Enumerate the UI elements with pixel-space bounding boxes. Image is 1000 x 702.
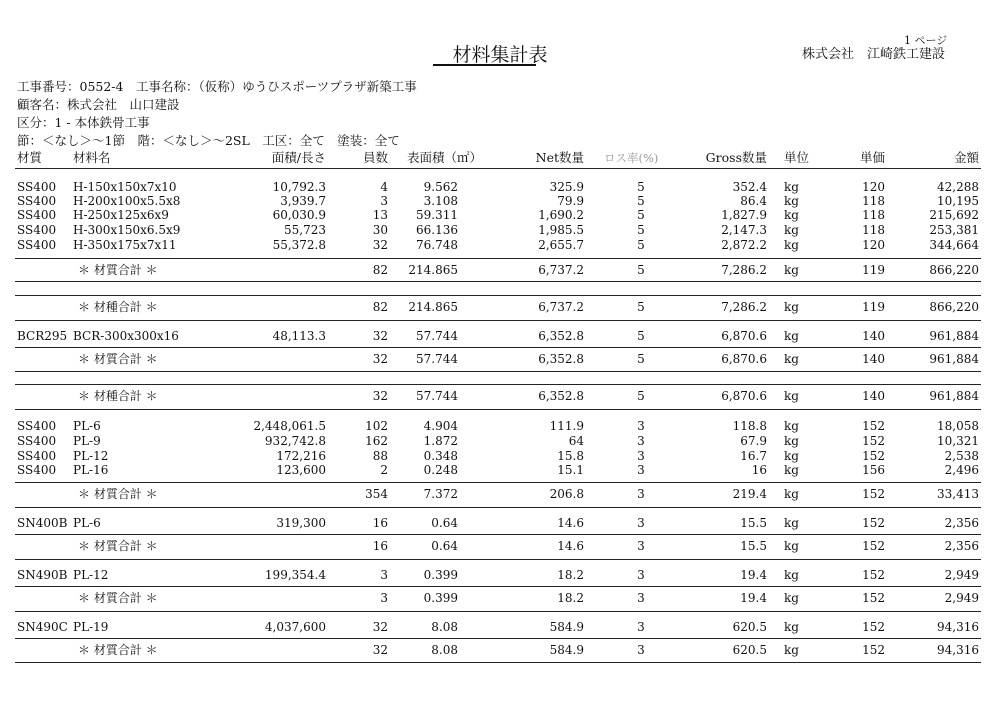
cell-name: H-200x100x5.5x8 bbox=[73, 194, 181, 208]
cell-unit: kg bbox=[784, 516, 799, 530]
col-gross: Gross数量 bbox=[705, 150, 767, 165]
cell-gross: 352.4 bbox=[732, 180, 767, 194]
cell-name: ＊ 材質合計 ＊ bbox=[78, 487, 158, 501]
cell-count: 354 bbox=[365, 487, 388, 501]
cell-count: 32 bbox=[372, 389, 388, 403]
cell-name: PL-9 bbox=[73, 434, 101, 448]
cell-material: SS400 bbox=[17, 208, 57, 222]
cell-name: ＊ 材質合計 ＊ bbox=[78, 352, 158, 366]
cell-unit: kg bbox=[784, 568, 799, 582]
cell-price: 152 bbox=[862, 620, 885, 634]
cell-unit: kg bbox=[784, 419, 799, 433]
table-row bbox=[0, 419, 1000, 433]
cell-material: SS400 bbox=[17, 194, 57, 208]
cell-area: 55,723 bbox=[284, 223, 326, 237]
cell-count: 2 bbox=[380, 463, 388, 477]
cell-count: 32 bbox=[372, 329, 388, 343]
table-row bbox=[0, 516, 1000, 530]
cell-material: SN490B bbox=[17, 568, 68, 582]
cell-area: 10,792.3 bbox=[272, 180, 326, 194]
cell-price: 152 bbox=[862, 539, 885, 553]
cell-loss: 5 bbox=[637, 223, 645, 237]
cell-count: 3 bbox=[380, 591, 388, 605]
cell-gross: 620.5 bbox=[732, 643, 767, 657]
cell-gross: 16 bbox=[751, 463, 767, 477]
cell-surface: 0.64 bbox=[431, 516, 458, 530]
cell-name: ＊ 材質合計 ＊ bbox=[78, 263, 158, 277]
cell-surface: 57.744 bbox=[416, 352, 458, 366]
cell-count: 32 bbox=[372, 352, 388, 366]
cell-net: 6,352.8 bbox=[538, 352, 584, 366]
cell-net: 79.9 bbox=[557, 194, 584, 208]
subtotal-row bbox=[0, 389, 1000, 403]
cell-count: 82 bbox=[372, 300, 388, 314]
cell-net: 1,985.5 bbox=[538, 223, 584, 237]
cell-net: 18.2 bbox=[557, 568, 584, 582]
table-row bbox=[0, 568, 1000, 582]
cell-name: PL-12 bbox=[73, 449, 109, 463]
cell-amount: 961,884 bbox=[929, 389, 979, 403]
divider bbox=[15, 586, 981, 587]
cell-price: 152 bbox=[862, 516, 885, 530]
col-amount: 金額 bbox=[953, 150, 979, 165]
cell-loss: 3 bbox=[637, 643, 645, 657]
cell-gross: 2,147.3 bbox=[721, 223, 767, 237]
divider bbox=[15, 281, 981, 282]
subtotal-row bbox=[0, 539, 1000, 553]
project-info: 工事番号：0552-4 工事名称：（仮称）ゆうひスポーツプラザ新築工事 bbox=[17, 79, 417, 94]
cell-gross: 118.8 bbox=[732, 419, 767, 433]
subtotal-row bbox=[0, 263, 1000, 277]
cell-surface: 59.311 bbox=[416, 208, 458, 222]
cell-unit: kg bbox=[784, 352, 799, 366]
cell-price: 152 bbox=[862, 449, 885, 463]
cell-loss: 3 bbox=[637, 449, 645, 463]
col-material: 材質 bbox=[17, 150, 43, 165]
cell-count: 32 bbox=[372, 238, 388, 252]
cell-gross: 86.4 bbox=[740, 194, 767, 208]
cell-surface: 57.744 bbox=[416, 329, 458, 343]
col-name: 材料名 bbox=[73, 150, 111, 165]
divider bbox=[15, 507, 981, 508]
cell-count: 32 bbox=[372, 620, 388, 634]
cell-material: SN400B bbox=[17, 516, 68, 530]
cell-loss: 5 bbox=[637, 329, 645, 343]
cell-price: 118 bbox=[862, 208, 885, 222]
category-info: 区分：1 - 本体鉄骨工事 bbox=[17, 115, 150, 130]
cell-amount: 2,949 bbox=[944, 591, 979, 605]
cell-unit: kg bbox=[784, 463, 799, 477]
cell-loss: 5 bbox=[637, 194, 645, 208]
cell-material: SN490C bbox=[17, 620, 68, 634]
cell-surface: 214.865 bbox=[408, 300, 458, 314]
cell-count: 3 bbox=[380, 194, 388, 208]
cell-surface: 66.136 bbox=[416, 223, 458, 237]
cell-area: 2,448,061.5 bbox=[253, 419, 326, 433]
subtotal-row bbox=[0, 591, 1000, 605]
divider bbox=[15, 258, 981, 259]
cell-gross: 7,286.2 bbox=[721, 263, 767, 277]
cell-name: ＊ 材質合計 ＊ bbox=[78, 591, 158, 605]
cell-surface: 76.748 bbox=[416, 238, 458, 252]
cell-net: 15.1 bbox=[557, 463, 584, 477]
cell-unit: kg bbox=[784, 591, 799, 605]
cell-unit: kg bbox=[784, 539, 799, 553]
cell-amount: 94,316 bbox=[937, 620, 979, 634]
table-row bbox=[0, 238, 1000, 252]
cell-count: 82 bbox=[372, 263, 388, 277]
divider bbox=[15, 534, 981, 535]
cell-net: 206.8 bbox=[549, 487, 584, 501]
cell-area: 199,354.4 bbox=[264, 568, 326, 582]
cell-name: ＊ 材種合計 ＊ bbox=[78, 389, 158, 403]
cell-price: 120 bbox=[862, 180, 885, 194]
cell-unit: kg bbox=[784, 180, 799, 194]
cell-area: 172,216 bbox=[276, 449, 326, 463]
cell-gross: 19.4 bbox=[740, 568, 767, 582]
table-row bbox=[0, 463, 1000, 477]
cell-count: 102 bbox=[365, 419, 388, 433]
cell-surface: 0.64 bbox=[431, 539, 458, 553]
cell-gross: 15.5 bbox=[740, 539, 767, 553]
cell-unit: kg bbox=[784, 300, 799, 314]
cell-net: 325.9 bbox=[549, 180, 584, 194]
cell-net: 1,690.2 bbox=[538, 208, 584, 222]
cell-loss: 5 bbox=[637, 389, 645, 403]
cell-name: H-300x150x6.5x9 bbox=[73, 223, 181, 237]
cell-loss: 3 bbox=[637, 487, 645, 501]
cell-unit: kg bbox=[784, 223, 799, 237]
cell-loss: 3 bbox=[637, 434, 645, 448]
page-number: 1 ページ bbox=[904, 34, 948, 47]
cell-loss: 5 bbox=[637, 208, 645, 222]
table-row bbox=[0, 194, 1000, 208]
table-row bbox=[0, 434, 1000, 448]
table-row bbox=[0, 329, 1000, 343]
cell-count: 4 bbox=[380, 180, 388, 194]
cell-price: 152 bbox=[862, 643, 885, 657]
cell-amount: 2,949 bbox=[944, 568, 979, 582]
cell-unit: kg bbox=[784, 238, 799, 252]
cell-amount: 215,692 bbox=[929, 208, 979, 222]
cell-area: 55,372.8 bbox=[272, 238, 326, 252]
col-count: 員数 bbox=[362, 150, 388, 165]
cell-price: 120 bbox=[862, 238, 885, 252]
cell-name: ＊ 材種合計 ＊ bbox=[78, 300, 158, 314]
cell-name: PL-6 bbox=[73, 516, 101, 530]
cell-amount: 42,288 bbox=[937, 180, 979, 194]
subtotal-row bbox=[0, 300, 1000, 314]
cell-net: 584.9 bbox=[549, 620, 584, 634]
cell-surface: 0.399 bbox=[423, 568, 458, 582]
cell-count: 16 bbox=[372, 516, 388, 530]
cell-loss: 3 bbox=[637, 568, 645, 582]
cell-surface: 1.872 bbox=[423, 434, 458, 448]
cell-surface: 7.372 bbox=[423, 487, 458, 501]
cell-gross: 15.5 bbox=[740, 516, 767, 530]
cell-amount: 94,316 bbox=[937, 643, 979, 657]
cell-amount: 344,664 bbox=[929, 238, 979, 252]
cell-amount: 2,538 bbox=[944, 449, 979, 463]
cell-name: PL-6 bbox=[73, 419, 101, 433]
divider bbox=[15, 347, 981, 348]
cell-loss: 5 bbox=[637, 238, 645, 252]
cell-name: H-150x150x7x10 bbox=[73, 180, 177, 194]
cell-name: H-250x125x6x9 bbox=[73, 208, 169, 222]
table-row bbox=[0, 449, 1000, 463]
cell-gross: 219.4 bbox=[732, 487, 767, 501]
divider bbox=[15, 559, 981, 560]
cell-gross: 2,872.2 bbox=[721, 238, 767, 252]
cell-surface: 8.08 bbox=[431, 643, 458, 657]
divider bbox=[15, 320, 981, 321]
cell-amount: 2,356 bbox=[944, 516, 979, 530]
cell-name: PL-12 bbox=[73, 568, 109, 582]
subtotal-row bbox=[0, 352, 1000, 366]
cell-loss: 5 bbox=[637, 352, 645, 366]
divider bbox=[15, 482, 981, 483]
divider bbox=[15, 384, 981, 385]
col-net: Net数量 bbox=[535, 150, 584, 165]
cell-amount: 33,413 bbox=[937, 487, 979, 501]
cell-surface: 9.562 bbox=[423, 180, 458, 194]
column-header-row bbox=[0, 151, 1000, 165]
title-underline bbox=[433, 64, 536, 66]
cell-price: 152 bbox=[862, 591, 885, 605]
cell-amount: 961,884 bbox=[929, 329, 979, 343]
divider bbox=[15, 409, 981, 410]
cell-area: 4,037,600 bbox=[264, 620, 326, 634]
cell-loss: 5 bbox=[637, 300, 645, 314]
cell-material: SS400 bbox=[17, 180, 57, 194]
cell-price: 156 bbox=[862, 463, 885, 477]
cell-area: 123,600 bbox=[276, 463, 326, 477]
cell-amount: 866,220 bbox=[929, 300, 979, 314]
cell-amount: 2,356 bbox=[944, 539, 979, 553]
cell-unit: kg bbox=[784, 487, 799, 501]
cell-surface: 0.248 bbox=[423, 463, 458, 477]
cell-surface: 214.865 bbox=[408, 263, 458, 277]
cell-area: 932,742.8 bbox=[264, 434, 326, 448]
cell-price: 118 bbox=[862, 194, 885, 208]
company-name: 株式会社 江崎鉄工建設 bbox=[802, 47, 946, 62]
cell-price: 152 bbox=[862, 568, 885, 582]
cell-price: 118 bbox=[862, 223, 885, 237]
table-row bbox=[0, 180, 1000, 194]
cell-net: 15.8 bbox=[557, 449, 584, 463]
cell-gross: 6,870.6 bbox=[721, 329, 767, 343]
cell-material: SS400 bbox=[17, 223, 57, 237]
table-row bbox=[0, 208, 1000, 222]
cell-net: 6,352.8 bbox=[538, 389, 584, 403]
cell-area: 60,030.9 bbox=[272, 208, 326, 222]
cell-amount: 10,195 bbox=[937, 194, 979, 208]
cell-name: H-350x175x7x11 bbox=[73, 238, 177, 252]
cell-net: 14.6 bbox=[557, 516, 584, 530]
cell-price: 152 bbox=[862, 487, 885, 501]
cell-gross: 6,870.6 bbox=[721, 352, 767, 366]
cell-amount: 866,220 bbox=[929, 263, 979, 277]
cell-count: 88 bbox=[372, 449, 388, 463]
cell-net: 584.9 bbox=[549, 643, 584, 657]
cell-loss: 3 bbox=[637, 419, 645, 433]
cell-surface: 3.108 bbox=[423, 194, 458, 208]
divider bbox=[15, 371, 981, 372]
cell-net: 6,737.2 bbox=[538, 300, 584, 314]
cell-net: 111.9 bbox=[549, 419, 584, 433]
cell-surface: 57.744 bbox=[416, 389, 458, 403]
cell-count: 30 bbox=[372, 223, 388, 237]
cell-name: ＊ 材質合計 ＊ bbox=[78, 643, 158, 657]
cell-material: SS400 bbox=[17, 419, 57, 433]
cell-price: 119 bbox=[862, 263, 885, 277]
cell-gross: 7,286.2 bbox=[721, 300, 767, 314]
cell-surface: 4.904 bbox=[423, 419, 458, 433]
col-surface: 表面積（㎡） bbox=[406, 150, 482, 165]
cell-surface: 8.08 bbox=[431, 620, 458, 634]
cell-loss: 5 bbox=[637, 180, 645, 194]
filter-info: 節：＜なし＞～1節 階：＜なし＞～2SL 工区：全て 塗装：全て bbox=[17, 133, 400, 148]
cell-area: 319,300 bbox=[276, 516, 326, 530]
cell-material: SS400 bbox=[17, 238, 57, 252]
cell-unit: kg bbox=[784, 263, 799, 277]
cell-loss: 3 bbox=[637, 591, 645, 605]
cell-unit: kg bbox=[784, 329, 799, 343]
cell-amount: 10,321 bbox=[937, 434, 979, 448]
cell-unit: kg bbox=[784, 620, 799, 634]
cell-name: ＊ 材質合計 ＊ bbox=[78, 539, 158, 553]
cell-count: 32 bbox=[372, 643, 388, 657]
cell-gross: 16.7 bbox=[740, 449, 767, 463]
cell-unit: kg bbox=[784, 643, 799, 657]
cell-material: SS400 bbox=[17, 463, 57, 477]
cell-unit: kg bbox=[784, 208, 799, 222]
col-price: 単価 bbox=[859, 150, 885, 165]
table-row bbox=[0, 223, 1000, 237]
cell-count: 13 bbox=[372, 208, 388, 222]
cell-loss: 3 bbox=[637, 516, 645, 530]
divider bbox=[15, 168, 981, 169]
cell-amount: 18,058 bbox=[937, 419, 979, 433]
cell-loss: 3 bbox=[637, 463, 645, 477]
cell-area: 3,939.7 bbox=[280, 194, 326, 208]
cell-price: 140 bbox=[862, 329, 885, 343]
divider bbox=[15, 295, 981, 296]
col-unit: 単位 bbox=[784, 150, 810, 165]
divider bbox=[15, 662, 981, 663]
subtotal-row bbox=[0, 643, 1000, 657]
cell-count: 3 bbox=[380, 568, 388, 582]
cell-net: 6,352.8 bbox=[538, 329, 584, 343]
cell-gross: 19.4 bbox=[740, 591, 767, 605]
cell-unit: kg bbox=[784, 389, 799, 403]
cell-loss: 3 bbox=[637, 539, 645, 553]
customer-info: 顧客名：株式会社 山口建設 bbox=[17, 97, 180, 112]
cell-amount: 253,381 bbox=[929, 223, 979, 237]
cell-unit: kg bbox=[784, 434, 799, 448]
cell-net: 18.2 bbox=[557, 591, 584, 605]
cell-count: 16 bbox=[372, 539, 388, 553]
report-title: 材料集計表 bbox=[452, 44, 548, 66]
cell-gross: 6,870.6 bbox=[721, 389, 767, 403]
cell-name: BCR-300x300x16 bbox=[73, 329, 179, 343]
cell-loss: 5 bbox=[637, 263, 645, 277]
subtotal-row bbox=[0, 487, 1000, 501]
cell-material: SS400 bbox=[17, 434, 57, 448]
cell-price: 152 bbox=[862, 434, 885, 448]
cell-net: 14.6 bbox=[557, 539, 584, 553]
cell-price: 140 bbox=[862, 352, 885, 366]
cell-unit: kg bbox=[784, 194, 799, 208]
cell-gross: 67.9 bbox=[740, 434, 767, 448]
cell-price: 119 bbox=[862, 300, 885, 314]
cell-surface: 0.399 bbox=[423, 591, 458, 605]
cell-net: 64 bbox=[568, 434, 584, 448]
col-area: 面積/長さ bbox=[271, 150, 326, 165]
cell-net: 2,655.7 bbox=[538, 238, 584, 252]
cell-name: PL-19 bbox=[73, 620, 109, 634]
cell-material: BCR295 bbox=[17, 329, 68, 343]
cell-unit: kg bbox=[784, 449, 799, 463]
cell-price: 140 bbox=[862, 389, 885, 403]
cell-price: 152 bbox=[862, 419, 885, 433]
cell-gross: 620.5 bbox=[732, 620, 767, 634]
table-row bbox=[0, 620, 1000, 634]
col-loss: ロス率(%) bbox=[604, 151, 659, 165]
cell-net: 6,737.2 bbox=[538, 263, 584, 277]
cell-gross: 1,827.9 bbox=[721, 208, 767, 222]
cell-amount: 961,884 bbox=[929, 352, 979, 366]
cell-loss: 3 bbox=[637, 620, 645, 634]
cell-material: SS400 bbox=[17, 449, 57, 463]
cell-surface: 0.348 bbox=[423, 449, 458, 463]
divider bbox=[15, 638, 981, 639]
divider bbox=[15, 611, 981, 612]
cell-name: PL-16 bbox=[73, 463, 109, 477]
cell-area: 48,113.3 bbox=[272, 329, 326, 343]
cell-amount: 2,496 bbox=[944, 463, 979, 477]
cell-count: 162 bbox=[365, 434, 388, 448]
